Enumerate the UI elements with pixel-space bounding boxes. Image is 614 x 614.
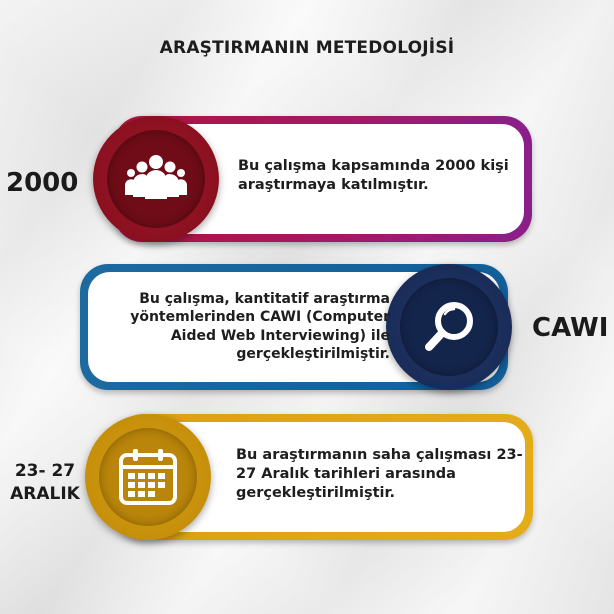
method-badge [386,264,512,390]
dates-label [10,460,80,506]
magnifier-icon [419,297,479,357]
dates-label-line2: ARALIK [10,483,80,504]
method-text: Bu çalışma, kantitatif araştırma yöntemlerinden CAWI (Computer Aided Web Interviewing) ile gerçekleştirilmiştir. [130,291,390,363]
calendar-icon [117,447,179,507]
people-group-icon [124,151,188,207]
dates-badge [85,414,211,540]
dates-text: Bu araştırmanın saha çalışması 23-27 Aralık tarihleri arasında gerçekleştirilmiştir. [236,447,523,502]
method-label: CAWI [532,313,609,343]
participants-text: Bu çalışma kapsamında 2000 kişi araştırmaya katılmıştır. [238,158,509,194]
participants-count-label: 2000 [6,168,79,198]
dates-label-line1: 23- 27 [14,461,76,481]
page-title: ARAŞTIRMANIN METEDOLOJİSİ [159,38,455,58]
participants-badge [93,116,219,242]
